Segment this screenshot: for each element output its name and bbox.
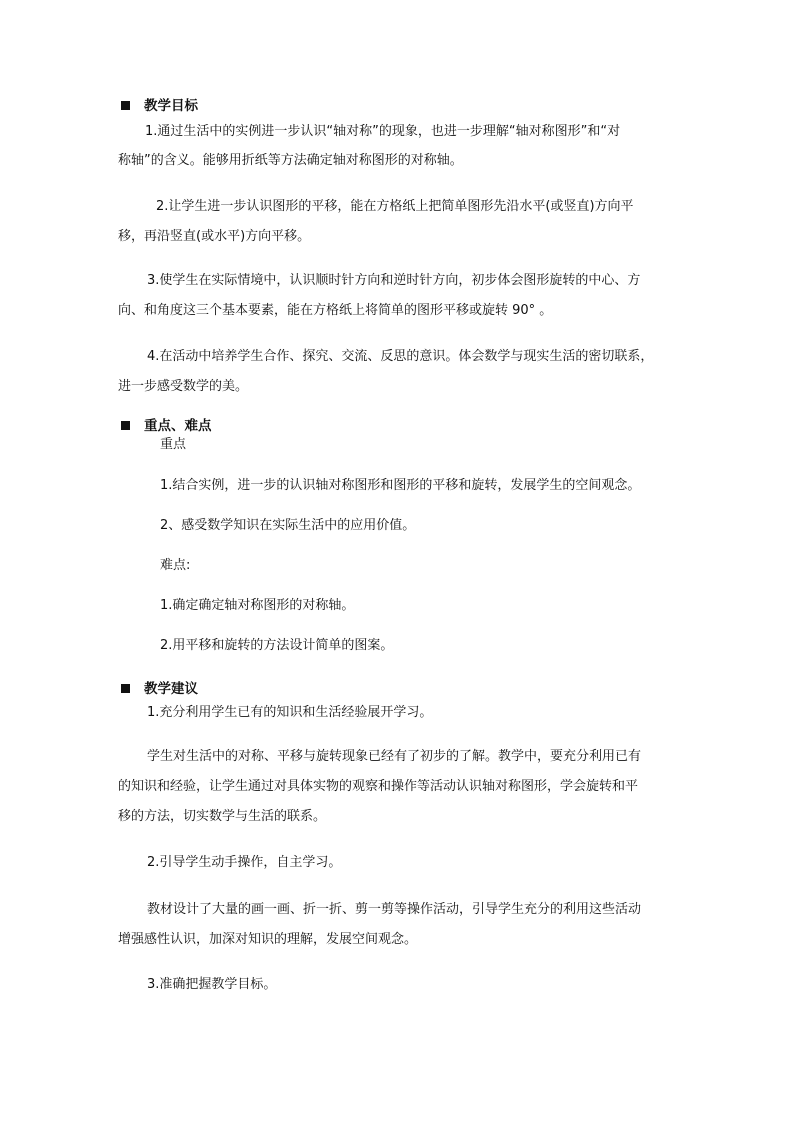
suggestion-1-body-line-1: 学生对生活中的对称、平移与旋转现象已经有了初步的了解。教学中，要充分利用已有	[147, 749, 642, 764]
suggestion-2-title: 2.引导学生动手操作，自主学习。	[147, 855, 342, 870]
objective-2-line-2: 移，再沿竖直(或水平)方向平移。	[118, 229, 311, 244]
key-point-2: 2、感受数学知识在实际生活中的应用价值。	[160, 518, 416, 533]
difficulty-1: 1.确定确定轴对称图形的对称轴。	[160, 598, 355, 613]
section-heading-suggestions: 教学建议	[121, 679, 198, 699]
difficulty-2: 2.用平移和旋转的方法设计简单的图案。	[160, 638, 394, 653]
suggestion-1-body-line-3: 移的方法，切实数学与生活的联系。	[118, 809, 327, 824]
section-heading-key-points: 重点、难点	[121, 416, 212, 436]
difficulty-label: 难点:	[160, 558, 191, 573]
suggestion-2-body-line-2: 增强感性认识，加深对知识的理解，发展空间观念。	[118, 932, 418, 947]
suggestion-1-body-line-2: 的知识和经验，让学生通过对具体实物的观察和操作等活动认识轴对称图形，学会旋转和平	[118, 779, 639, 794]
suggestion-1-title: 1.充分利用学生已有的知识和生活经验展开学习。	[147, 705, 433, 720]
objective-2-line-1: 2.让学生进一步认识图形的平移，能在方格纸上把简单图形先沿水平(或竖直)方向平	[156, 199, 634, 214]
square-bullet-icon	[121, 101, 130, 110]
key-point-1: 1.结合实例，进一步的认识轴对称图形和图形的平移和旋转，发展学生的空间观念。	[160, 478, 641, 493]
section-heading-objectives: 教学目标	[121, 96, 198, 116]
square-bullet-icon	[121, 421, 130, 430]
square-bullet-icon	[121, 684, 130, 693]
objective-3-line-1: 3.使学生在实际情境中，认识顺时针方向和逆时针方向，初步体会图形旋转的中心、方	[147, 273, 641, 288]
suggestion-3-title: 3.准确把握教学目标。	[147, 977, 277, 992]
suggestion-2-body-line-1: 教材设计了大量的画一画、折一折、剪一剪等操作活动，引导学生充分的利用这些活动	[147, 902, 642, 917]
objective-4-line-2: 进一步感受数学的美。	[118, 379, 249, 394]
objective-1-line-1: 1.通过生活中的实例进一步认识“轴对称”的现象，也进一步理解“轴对称图形”和“对	[145, 124, 621, 139]
key-point-label: 重点	[160, 437, 187, 452]
objective-1-line-2: 称轴”的含义。能够用折纸等方法确定轴对称图形的对称轴。	[118, 153, 463, 168]
objective-3-line-2: 向、和角度这三个基本要素，能在方格纸上将简单的图形平移或旋转 90° 。	[118, 303, 553, 318]
objective-4-line-1: 4.在活动中培养学生合作、探究、交流、反思的意识。体会数学与现实生活的密切联系，	[147, 349, 654, 364]
